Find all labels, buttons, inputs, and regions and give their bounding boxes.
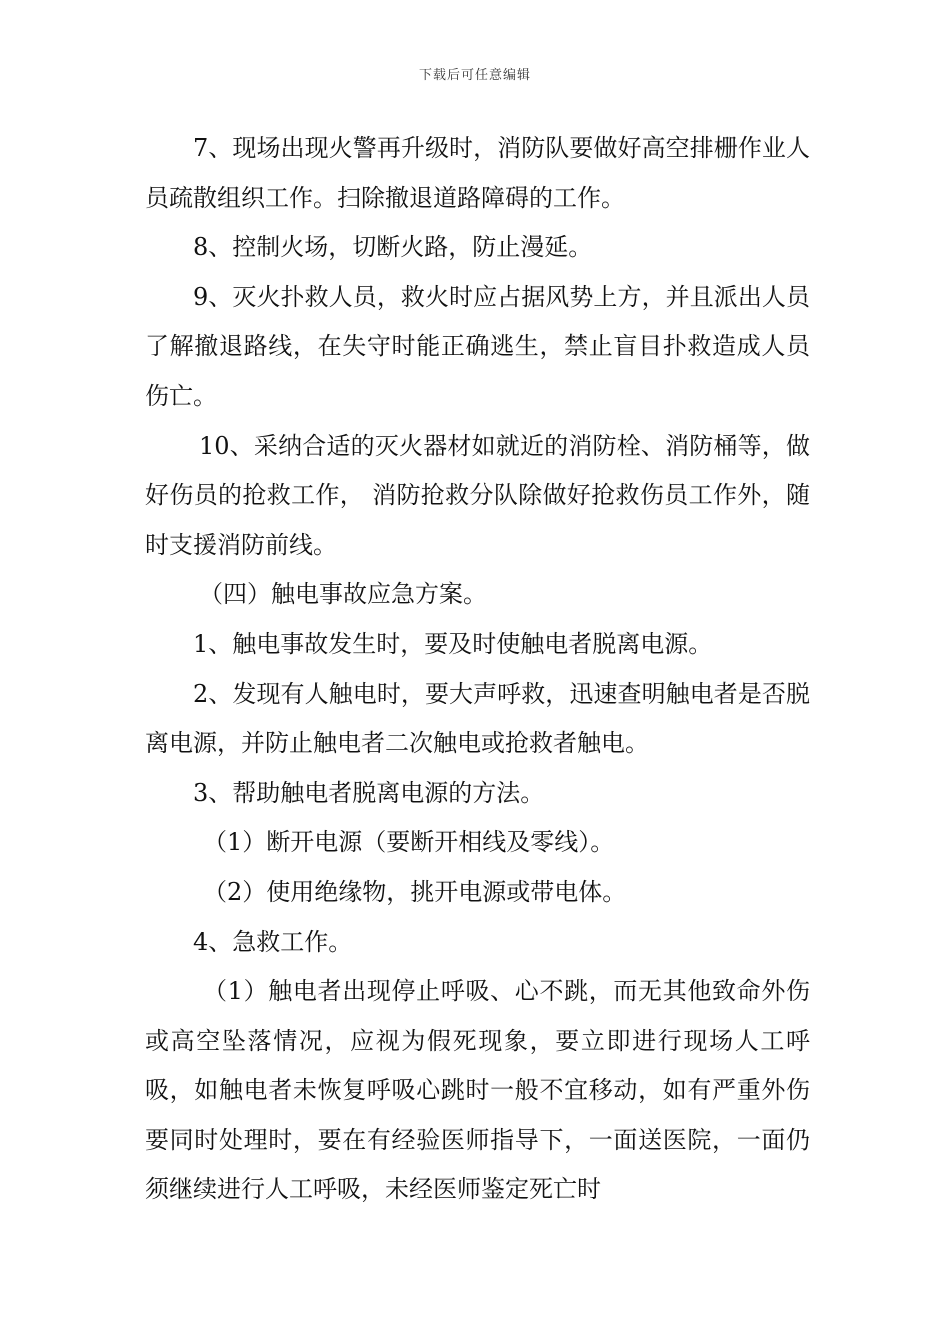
- section-heading: （四）触电事故应急方案。: [199, 580, 487, 609]
- paragraph: 4、急救工作。: [193, 927, 353, 956]
- paragraph: 1、触电事故发生时，要及时使触电者脱离电源。: [193, 629, 713, 658]
- paragraph: 9、灭火扑救人员，救火时应占据风势上方，并且派出人员了解撤退路线，在失守时能正确逃生，禁止盲目扑救造成人员伤亡。: [145, 282, 810, 410]
- paragraph: （2）使用绝缘物，挑开电源或带电体。: [203, 877, 627, 906]
- paragraph: 7、现场出现火警再升级时，消防队要做好高空排栅作业人员疏散组织工作。扫除撤退道路障碍的工作。: [145, 134, 810, 212]
- paragraph: 3、帮助触电者脱离电源的方法。: [193, 778, 545, 807]
- paragraph: 8、控制火场，切断火路，防止漫延。: [193, 233, 593, 262]
- document-body: [145, 124, 810, 1215]
- paragraph: （1）断开电源（要断开相线及零线）。: [203, 828, 615, 857]
- paragraph: 10、采纳合适的灭火器材如就近的消防栓、消防桶等，做好伤员的抢救工作， 消防抢救分队除做好抢救伤员工作外，随时支援消防前线。: [145, 431, 810, 559]
- paragraph: （1）触电者出现停止呼吸、心不跳，而无其他致命外伤或高空坠落情况，应视为假死现象，要立即进行现场人工呼吸，如触电者未恢复呼吸心跳时一般不宜移动，如有严重外伤要同时处理时，要在有经验医师指导下，一面送医院，一面仍须继续进行人工呼吸，未经医师鉴定死亡时: [145, 977, 810, 1204]
- paragraph: 2、发现有人触电时，要大声呼救，迅速查明触电者是否脱离电源，并防止触电者二次触电或抢救者触电。: [145, 679, 810, 758]
- page-header-watermark: 下载后可任意编辑: [418, 68, 531, 83]
